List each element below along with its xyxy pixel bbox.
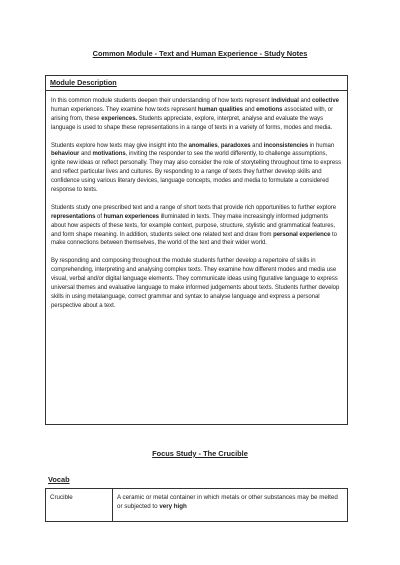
emphasis-text: behaviour (51, 151, 80, 158)
emphasis-text: personal experience (273, 231, 331, 238)
emphasis-text: collective (312, 98, 339, 104)
module-description-box (45, 75, 348, 425)
module-description-heading: Module Description (46, 76, 347, 91)
module-paragraph-4: By responding and composing throughout the module students further develop a repertoire of skills in comprehending, interpreting and analysing complex texts. They examine how different modes and media use visual, verbal and/or digital language elements. They communicate ideas using figurative language to express universal themes and evaluative language to make informed judgements about texts. Students further develop skills in using metalanguage, correct grammar and syntax to analyse language and express a personal perspective about a text. (51, 258, 340, 309)
emphasis-text: individual (271, 98, 299, 104)
emphasis-text: representations (51, 213, 96, 220)
emphasis-text: emotions (256, 106, 283, 113)
vocab-term: Crucible (46, 489, 113, 522)
table-row (46, 489, 348, 522)
emphasis-text: anomalies (188, 142, 218, 149)
emphasis-text: paradoxes (220, 142, 251, 149)
page-title: Common Module - Text and Human Experience - Study Notes (92, 49, 308, 58)
emphasis-text: human experiences (103, 213, 159, 220)
vocab-heading: Vocab (48, 475, 70, 484)
module-description-body (46, 91, 347, 311)
module-paragraph-3: Students study one prescribed text and a range of short texts that provide rich opportunities to further explore representations of human experiences illuminated in texts. They make increasingly informed judgments about how aspects of these texts, for example context, purpose, structure, stylistic and grammatical features, and form shape meaning. In addition, students select one related text and draw from personal experience to make connections between themselves, the world of the text and their wider world. (51, 204, 337, 247)
emphasis-text: very high (159, 503, 187, 510)
emphasis-text: motivations (92, 151, 126, 158)
module-paragraph-2: Students explore how texts may give insight into the anomalies, paradoxes and inconsistencies in human behaviour and motivations, inviting the responder to see the world differently, to challenge assumptions, ignite new ideas or reflect personally. They may also consider the role of storytelling throughout time to express and reflect particular lives and cultures. By responding to a range of texts they further develop skills and confidence using various literary devices, language concepts, modes and media to formulate a considered response to texts. (51, 142, 342, 194)
module-paragraph-1: In this common module students deepen their understanding of how texts represent individual and collective human experiences. They examine how texts represent human qualities and emotions associated with, or arising from, these experiences. Students appreciate, explore, interpret, analyse and evaluate the ways language is used to shape these representations in a range of texts in a variety of forms, modes and media. (51, 98, 339, 131)
emphasis-text: experiences. (101, 115, 138, 122)
vocab-table (45, 488, 348, 522)
vocab-definition: A ceramic or metal container in which metals or other substances may be melted or subjected to very high (113, 489, 348, 522)
focus-study-title: Focus Study - The Crucible (152, 449, 248, 458)
emphasis-text: human qualities (197, 106, 243, 113)
emphasis-text: inconsistencies (263, 142, 309, 149)
